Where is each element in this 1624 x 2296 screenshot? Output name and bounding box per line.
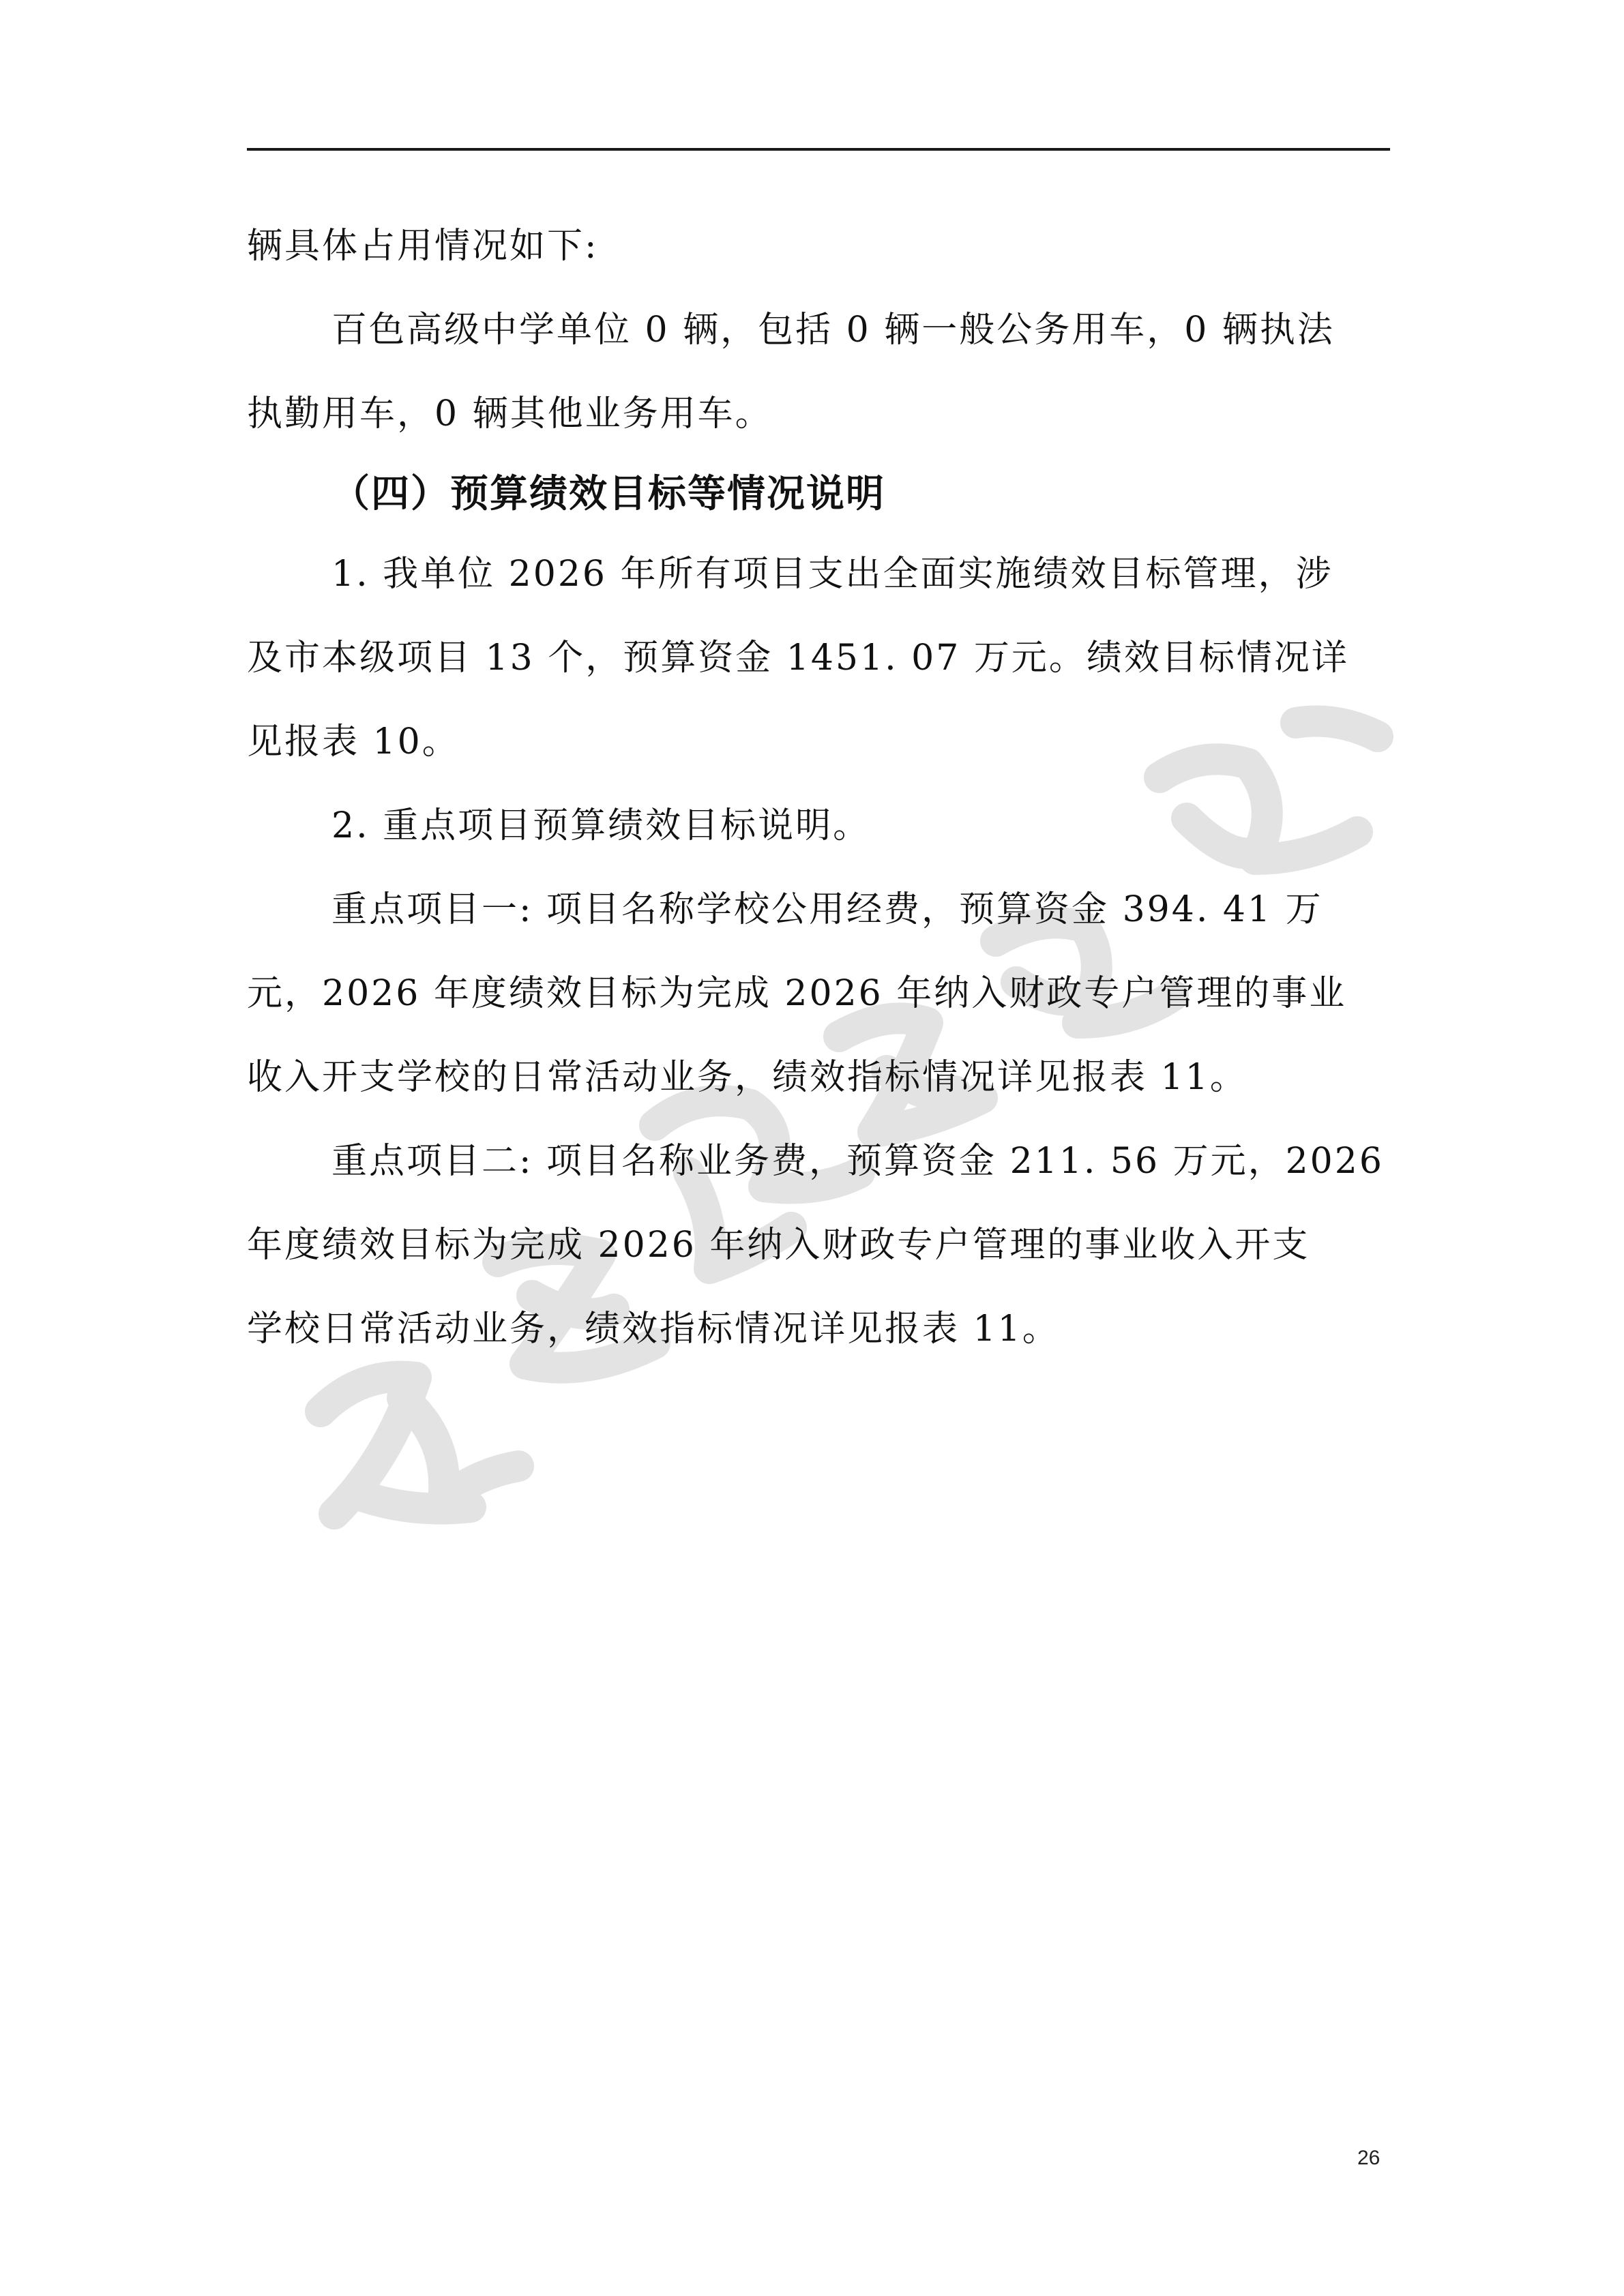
paragraph-line: 重点项目二: 项目名称业务费，预算资金 211. 56 万元，2026 <box>331 1141 1384 1182</box>
paragraph-line: 元，2026 年度绩效目标为完成 2026 年纳入财政专户管理的事业 <box>247 973 1347 1014</box>
section-heading: （四）预算绩效目标等情况说明 <box>331 472 885 516</box>
paragraph-line: 1. 我单位 2026 年所有项目支出全面实施绩效目标管理，涉 <box>331 554 1333 595</box>
paragraph-line: 百色高级中学单位 0 辆，包括 0 辆一般公务用车，0 辆执法 <box>331 310 1335 351</box>
paragraph-line: 重点项目一: 项目名称学校公用经费，预算资金 394. 41 万 <box>331 889 1323 930</box>
paragraph-line: 执勤用车，0 辆其他业务用车。 <box>247 393 773 434</box>
paragraph-line: 2. 重点项目预算绩效目标说明。 <box>331 805 871 846</box>
paragraph-line: 年度绩效目标为完成 2026 年纳入财政专户管理的事业收入开支 <box>247 1225 1310 1266</box>
document-body <box>247 205 1390 1371</box>
page-number: 26 <box>1357 2147 1381 2169</box>
paragraph-line: 见报表 10。 <box>247 721 460 762</box>
paragraph-line: 辆具体占用情况如下: <box>247 226 599 267</box>
header-rule <box>247 148 1390 151</box>
paragraph-line: 及市本级项目 13 个，预算资金 1451. 07 万元。绩效目标情况详 <box>247 638 1349 679</box>
paragraph-line: 收入开支学校的日常活动业务，绩效指标情况详见报表 11。 <box>247 1057 1247 1098</box>
paragraph-line: 学校日常活动业务，绩效指标情况详见报表 11。 <box>247 1309 1060 1350</box>
